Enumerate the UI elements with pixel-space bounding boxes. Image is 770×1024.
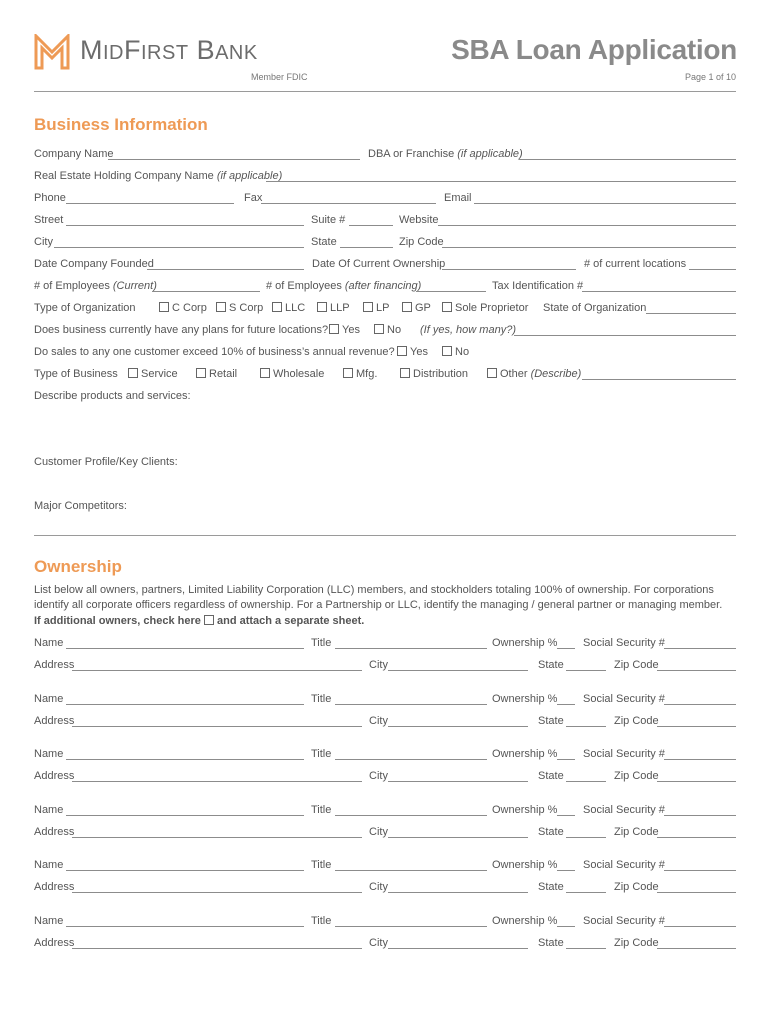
owner-city-label: City <box>369 881 388 893</box>
owner-zip-label: Zip Code <box>614 770 659 782</box>
tax-id-label: Tax Identification # <box>492 280 584 292</box>
owner-zip-field[interactable] <box>657 837 736 838</box>
gp-checkbox[interactable] <box>402 302 412 312</box>
dba-field[interactable] <box>519 159 736 160</box>
owner-address-field[interactable] <box>72 781 362 782</box>
owner-city-label: City <box>369 659 388 671</box>
owner-zip-field[interactable] <box>657 726 736 727</box>
zip-field[interactable] <box>442 247 736 248</box>
real-estate-field[interactable] <box>266 181 736 182</box>
member-fdic: Member FDIC <box>251 72 308 82</box>
owner-name-row <box>34 914 736 930</box>
sales-yes-checkbox[interactable] <box>397 346 407 356</box>
owner-ownership-label: Ownership % <box>492 693 558 705</box>
state-organization-field[interactable] <box>646 313 736 314</box>
ownership-title: Ownership <box>34 557 122 576</box>
date-founded-field[interactable] <box>147 269 304 270</box>
owner-ownership-label: Ownership % <box>492 859 558 871</box>
ownership-instructions: List below all owners, partners, Limited Liability Corporation (LLC) members, and stockholders totaling 100% of ownership. For corporations identify all corporate officers regardless of ownership. For a Partnership or LLC, identify the managing / general partner or managing member. <box>34 584 723 611</box>
owner-address-row <box>34 714 736 730</box>
future-locations-no-checkbox[interactable] <box>374 324 384 334</box>
retail-label: Retail <box>209 368 238 380</box>
company-name-label: Company Name <box>34 148 114 160</box>
owner-address-field[interactable] <box>72 726 362 727</box>
llp-checkbox[interactable] <box>317 302 327 312</box>
city-field[interactable] <box>54 247 304 248</box>
owner-ssn-field[interactable] <box>664 648 736 649</box>
sales-no-label: No <box>455 346 470 358</box>
owner-name-label: Name <box>34 804 64 816</box>
llc-label: LLC <box>285 302 306 314</box>
owner-zip-label: Zip Code <box>614 881 659 893</box>
other-field[interactable] <box>582 379 736 380</box>
owner-ssn-field[interactable] <box>664 759 736 760</box>
owner-name-field[interactable] <box>66 648 304 649</box>
owner-address-field[interactable] <box>72 837 362 838</box>
other-checkbox[interactable] <box>487 368 497 378</box>
owner-city-field[interactable] <box>388 892 528 893</box>
owner-ownership-field[interactable] <box>557 870 575 871</box>
owner-ssn-label: Social Security # <box>583 859 665 871</box>
business-information-title: Business Information <box>34 115 208 134</box>
owner-title-field[interactable] <box>335 815 487 816</box>
owner-city-label: City <box>369 826 388 838</box>
employees-after-label: # of Employees (after financing) <box>266 280 422 292</box>
sales-no-checkbox[interactable] <box>442 346 452 356</box>
owner-city-field[interactable] <box>388 670 528 671</box>
c-corp-label: C Corp <box>172 302 207 314</box>
real-estate-label: Real Estate Holding Company Name (if applicable) <box>34 170 283 182</box>
owner-ssn-label: Social Security # <box>583 637 665 649</box>
owner-ssn-label: Social Security # <box>583 748 665 760</box>
competitors-label: Major Competitors: <box>34 500 127 512</box>
owner-city-field[interactable] <box>388 837 528 838</box>
retail-checkbox[interactable] <box>196 368 206 378</box>
website-field[interactable] <box>438 225 736 226</box>
email-field[interactable] <box>474 203 736 204</box>
owner-city-field[interactable] <box>388 781 528 782</box>
state-field[interactable] <box>340 247 393 248</box>
additional-owners-checkbox[interactable] <box>204 615 214 625</box>
bank-name: MIDFIRST BANK <box>80 35 258 65</box>
owner-state-label: State <box>538 826 564 838</box>
owner-zip-field[interactable] <box>657 948 736 949</box>
describe-products-label: Describe products and services: <box>34 390 191 402</box>
owner-state-label: State <box>538 659 564 671</box>
distribution-checkbox[interactable] <box>400 368 410 378</box>
locations-label: # of current locations <box>584 258 687 270</box>
owner-ssn-field[interactable] <box>664 704 736 705</box>
owner-address-label: Address <box>34 826 75 838</box>
owner-zip-field[interactable] <box>657 892 736 893</box>
street-row <box>34 213 736 229</box>
phone-label: Phone <box>34 192 66 204</box>
owner-name-row <box>34 692 736 708</box>
section-divider <box>34 535 736 536</box>
owner-name-label: Name <box>34 748 64 760</box>
owner-name-field[interactable] <box>66 815 304 816</box>
llp-label: LLP <box>330 302 350 314</box>
owner-name-field[interactable] <box>66 759 304 760</box>
owner-zip-field[interactable] <box>657 781 736 782</box>
owner-address-field[interactable] <box>72 892 362 893</box>
owner-state-field[interactable] <box>566 948 606 949</box>
owner-name-field[interactable] <box>66 926 304 927</box>
owner-title-label: Title <box>311 693 332 705</box>
sole-proprietor-label: Sole Proprietor <box>455 302 529 314</box>
owner-name-label: Name <box>34 915 64 927</box>
gp-label: GP <box>415 302 431 314</box>
city-label: City <box>34 236 53 248</box>
date-founded-label: Date Company Founded <box>34 258 154 270</box>
real-estate-row <box>34 169 736 185</box>
wholesale-label: Wholesale <box>273 368 325 380</box>
business-type-label: Type of Business <box>34 368 118 380</box>
fax-label: Fax <box>244 192 263 204</box>
state-label: State <box>311 236 337 248</box>
dates-row <box>34 257 736 273</box>
owner-city-label: City <box>369 770 388 782</box>
owner-address-row <box>34 769 736 785</box>
dba-label: DBA or Franchise (if applicable) <box>368 148 523 160</box>
owner-ownership-field[interactable] <box>557 815 575 816</box>
contact-row <box>34 191 736 207</box>
owner-name-field[interactable] <box>66 704 304 705</box>
owner-state-field[interactable] <box>566 892 606 893</box>
owner-address-label: Address <box>34 659 75 671</box>
owner-title-label: Title <box>311 915 332 927</box>
owner-address-row <box>34 658 736 674</box>
owner-city-label: City <box>369 937 388 949</box>
future-locations-yes-checkbox[interactable] <box>329 324 339 334</box>
owner-name-field[interactable] <box>66 870 304 871</box>
suite-label: Suite # <box>311 214 346 226</box>
street-label: Street <box>34 214 64 226</box>
service-checkbox[interactable] <box>128 368 138 378</box>
owner-state-field[interactable] <box>566 726 606 727</box>
customer-profile-label: Customer Profile/Key Clients: <box>34 456 178 468</box>
mfg-label: Mfg. <box>356 368 378 380</box>
owner-ownership-field[interactable] <box>557 759 575 760</box>
owner-name-row <box>34 803 736 819</box>
owner-zip-label: Zip Code <box>614 826 659 838</box>
other-label: Other (Describe) <box>500 368 582 380</box>
website-label: Website <box>399 214 439 226</box>
owner-address-field[interactable] <box>72 948 362 949</box>
page-number: Page 1 of 10 <box>684 72 736 82</box>
employees-row <box>34 279 736 295</box>
midfirst-logo-icon <box>34 34 70 70</box>
owner-zip-label: Zip Code <box>614 937 659 949</box>
owner-ownership-label: Ownership % <box>492 915 558 927</box>
future-locations-row <box>34 323 736 339</box>
city-row <box>34 235 736 251</box>
owner-address-label: Address <box>34 770 75 782</box>
owner-state-field[interactable] <box>566 670 606 671</box>
owner-name-label: Name <box>34 637 64 649</box>
owner-zip-label: Zip Code <box>614 715 659 727</box>
header-divider <box>34 91 736 92</box>
locations-field[interactable] <box>689 269 736 270</box>
how-many-field[interactable] <box>514 335 736 336</box>
owner-state-field[interactable] <box>566 781 606 782</box>
owner-ssn-label: Social Security # <box>583 693 665 705</box>
owner-name-row <box>34 636 736 652</box>
owner-title-field[interactable] <box>335 648 487 649</box>
company-row <box>34 147 736 163</box>
c-corp-checkbox[interactable] <box>159 302 169 312</box>
owner-address-row <box>34 936 736 952</box>
street-field[interactable] <box>66 225 304 226</box>
wholesale-checkbox[interactable] <box>260 368 270 378</box>
owner-name-row <box>34 858 736 874</box>
organization-row <box>34 301 736 317</box>
lp-label: LP <box>376 302 390 314</box>
owner-address-label: Address <box>34 881 75 893</box>
owner-name-label: Name <box>34 693 64 705</box>
owner-ssn-field[interactable] <box>664 870 736 871</box>
owner-title-field[interactable] <box>335 704 487 705</box>
phone-field[interactable] <box>66 203 234 204</box>
owner-title-field[interactable] <box>335 759 487 760</box>
company-name-field[interactable] <box>108 159 360 160</box>
owner-state-label: State <box>538 881 564 893</box>
owner-title-label: Title <box>311 859 332 871</box>
owner-address-field[interactable] <box>72 670 362 671</box>
s-corp-checkbox[interactable] <box>216 302 226 312</box>
future-locations-yes-label: Yes <box>342 324 360 336</box>
employees-after-field[interactable] <box>416 291 486 292</box>
state-organization-label: State of Organization <box>543 302 647 314</box>
lp-checkbox[interactable] <box>363 302 373 312</box>
org-type-label: Type of Organization <box>34 302 136 314</box>
document-title: SBA Loan Application <box>451 34 737 65</box>
owner-ownership-label: Ownership % <box>492 748 558 760</box>
suite-field[interactable] <box>349 225 393 226</box>
owner-ssn-field[interactable] <box>664 815 736 816</box>
owner-ssn-label: Social Security # <box>583 915 665 927</box>
owner-address-label: Address <box>34 937 75 949</box>
date-ownership-label: Date Of Current Ownership <box>312 258 446 270</box>
additional-owners-note: If additional owners, check here and attach a separate sheet. <box>34 615 365 627</box>
fax-field[interactable] <box>261 203 436 204</box>
owner-title-label: Title <box>311 748 332 760</box>
employees-current-field[interactable] <box>152 291 260 292</box>
owner-state-label: State <box>538 937 564 949</box>
owner-ownership-field[interactable] <box>557 648 575 649</box>
owner-title-label: Title <box>311 804 332 816</box>
sales-row <box>34 345 736 361</box>
future-locations-label: Does business currently have any plans for future locations? <box>34 324 329 336</box>
owner-state-label: State <box>538 770 564 782</box>
owner-address-row <box>34 825 736 841</box>
owner-city-label: City <box>369 715 388 727</box>
owner-name-label: Name <box>34 859 64 871</box>
sales-yes-label: Yes <box>410 346 428 358</box>
owner-name-row <box>34 747 736 763</box>
owner-title-field[interactable] <box>335 870 487 871</box>
llc-checkbox[interactable] <box>272 302 282 312</box>
business-type-row <box>34 367 736 383</box>
service-label: Service <box>141 368 178 380</box>
owner-ssn-field[interactable] <box>664 926 736 927</box>
owner-ownership-field[interactable] <box>557 704 575 705</box>
owner-ownership-label: Ownership % <box>492 804 558 816</box>
date-ownership-field[interactable] <box>442 269 576 270</box>
owner-ownership-field[interactable] <box>557 926 575 927</box>
owner-city-field[interactable] <box>388 948 528 949</box>
sales-question-label: Do sales to any one customer exceed 10% of business’s annual revenue? <box>34 346 395 358</box>
owner-ssn-label: Social Security # <box>583 804 665 816</box>
owner-address-label: Address <box>34 715 75 727</box>
owner-address-row <box>34 880 736 896</box>
owner-city-field[interactable] <box>388 726 528 727</box>
zip-label: Zip Code <box>399 236 444 248</box>
future-locations-no-label: No <box>387 324 402 336</box>
s-corp-label: S Corp <box>229 302 264 314</box>
sole-proprietor-checkbox[interactable] <box>442 302 452 312</box>
distribution-label: Distribution <box>413 368 469 380</box>
email-label: Email <box>444 192 472 204</box>
tax-id-field[interactable] <box>582 291 736 292</box>
owner-title-field[interactable] <box>335 926 487 927</box>
how-many-label: (If yes, how many?) <box>420 324 516 336</box>
owner-state-field[interactable] <box>566 837 606 838</box>
owner-zip-label: Zip Code <box>614 659 659 671</box>
employees-current-label: # of Employees (Current) <box>34 280 157 292</box>
owner-zip-field[interactable] <box>657 670 736 671</box>
owner-state-label: State <box>538 715 564 727</box>
mfg-checkbox[interactable] <box>343 368 353 378</box>
owner-title-label: Title <box>311 637 332 649</box>
owner-ownership-label: Ownership % <box>492 637 558 649</box>
